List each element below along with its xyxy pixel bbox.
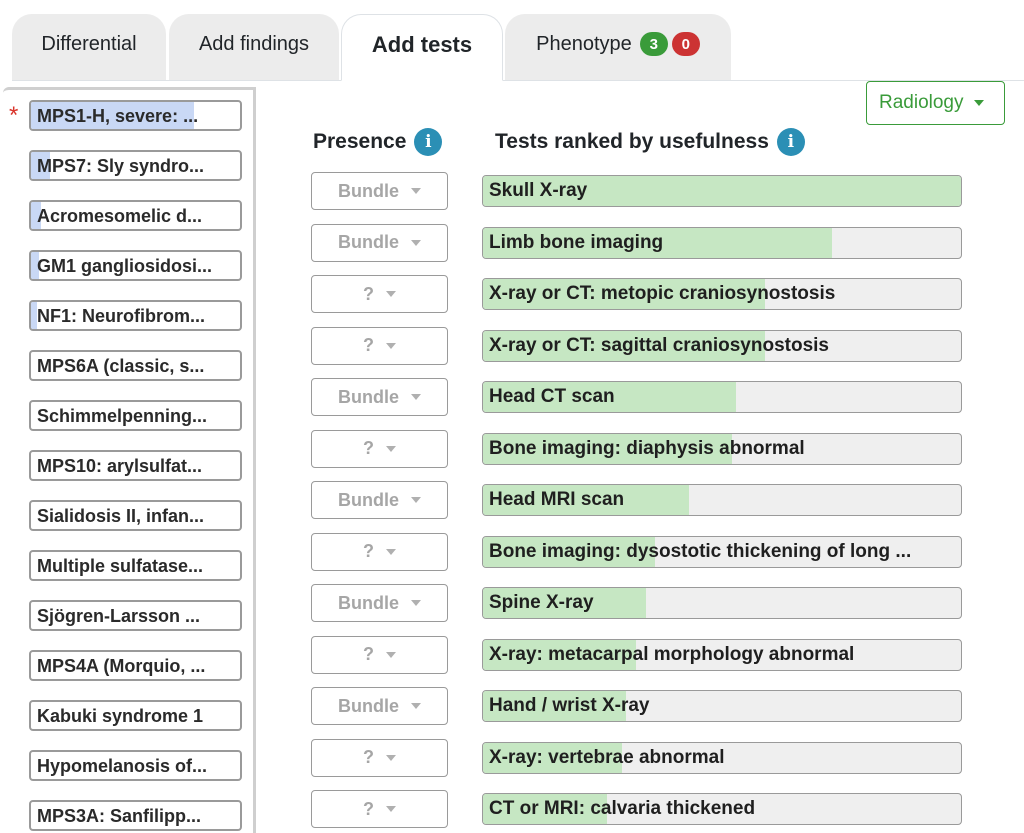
chevron-down-icon (411, 188, 421, 194)
differential-item[interactable] (29, 550, 242, 581)
presence-dropdown-label: ? (363, 541, 374, 561)
presence-dropdown-label: Bundle (338, 695, 399, 716)
differential-item-label: Sialidosis II, infan... (37, 506, 205, 526)
test-item-label: X-ray: metacarpal morphology abnormal (489, 643, 855, 665)
tab-differential[interactable] (12, 14, 166, 80)
presence-dropdown[interactable] (311, 584, 448, 622)
presence-dropdown-label: Bundle (338, 386, 399, 407)
test-item-label: Bone imaging: dysostotic thickening of long ... (489, 540, 912, 562)
test-item-label: Head CT scan (489, 386, 615, 407)
tab-label: Add findings (198, 32, 310, 55)
tab-add-findings[interactable] (169, 14, 339, 80)
presence-dropdown[interactable] (311, 430, 448, 468)
radiology-dropdown[interactable] (866, 81, 1005, 125)
test-item[interactable] (482, 175, 962, 207)
info-icon[interactable]: i (414, 128, 442, 156)
test-item-label: X-ray: vertebrae abnormal (489, 746, 725, 768)
test-item[interactable] (482, 278, 962, 310)
differential-item-label: MPS3A: Sanfilipp... (37, 806, 202, 826)
tab-label: Differential (41, 32, 137, 55)
chevron-down-icon (386, 755, 396, 761)
tests-header (495, 128, 805, 156)
tab-label: Phenotype (536, 32, 632, 55)
differential-item-label: Hypomelanosis of... (37, 756, 208, 776)
presence-dropdown[interactable] (311, 533, 448, 571)
presence-dropdown-label: Bundle (338, 180, 399, 201)
test-item[interactable] (482, 793, 962, 825)
phenotype-absent-count-badge: 0 (672, 32, 700, 56)
presence-dropdown-label: ? (363, 283, 374, 304)
presence-dropdown[interactable] (311, 481, 448, 519)
differential-item[interactable] (29, 200, 242, 231)
info-icon[interactable]: i (777, 128, 805, 156)
tab-label: Add tests (371, 31, 473, 57)
test-item[interactable] (482, 433, 962, 465)
test-item-label: Spine X-ray (489, 592, 594, 613)
test-item[interactable] (482, 484, 962, 516)
chevron-down-icon (411, 240, 421, 246)
differential-item[interactable] (29, 450, 242, 481)
tab-bar (0, 0, 1024, 81)
chevron-down-icon (974, 100, 984, 106)
differential-item-label: NF1: Neurofibrom... (37, 306, 206, 326)
presence-dropdown[interactable] (311, 327, 448, 365)
test-item-label: Limb bone imaging (489, 231, 664, 253)
chevron-down-icon (411, 600, 421, 606)
differential-item-label: Multiple sulfatase... (37, 556, 204, 576)
test-item-label: X-ray or CT: metopic craniosynostosis (489, 283, 836, 304)
presence-dropdown[interactable] (311, 172, 448, 210)
differential-item-label: Kabuki syndrome 1 (37, 706, 204, 726)
chevron-down-icon (386, 806, 396, 812)
test-item-label: X-ray or CT: sagittal craniosynostosis (489, 334, 829, 356)
differential-item[interactable] (29, 350, 242, 381)
differential-item[interactable] (29, 750, 242, 781)
selected-star-icon: * (9, 102, 19, 129)
test-item[interactable] (482, 639, 962, 671)
differential-item-label: Sjögren-Larsson ... (37, 606, 201, 626)
presence-dropdown[interactable] (311, 790, 448, 828)
presence-dropdown-label: ? (363, 438, 374, 458)
presence-dropdown-label: ? (363, 335, 374, 355)
differential-item-label: Acromesomelic d... (37, 206, 203, 226)
differential-item-label: MPS6A (classic, s... (37, 356, 205, 376)
differential-item-label: MPS10: arylsulfat... (37, 456, 203, 476)
chevron-down-icon (386, 343, 396, 349)
presence-dropdown[interactable] (311, 739, 448, 777)
test-item[interactable] (482, 330, 962, 362)
test-item-label: Hand / wrist X-ray (489, 695, 650, 716)
differential-item[interactable] (29, 500, 242, 531)
presence-dropdown-label: ? (363, 798, 374, 819)
chevron-down-icon (411, 497, 421, 503)
presence-header-label: Presence (313, 130, 407, 153)
differential-item[interactable] (29, 800, 242, 831)
differential-item-label: MPS7: Sly syndro... (37, 156, 205, 176)
presence-dropdown-label: Bundle (338, 232, 399, 252)
test-item[interactable] (482, 381, 962, 413)
presence-dropdown-label: Bundle (338, 489, 399, 510)
chevron-down-icon (386, 652, 396, 658)
chevron-down-icon (386, 446, 396, 452)
presence-dropdown[interactable] (311, 687, 448, 725)
differential-item[interactable] (29, 600, 242, 631)
differential-item[interactable] (29, 250, 242, 281)
chevron-down-icon (386, 549, 396, 555)
differential-item[interactable] (29, 650, 242, 681)
differential-item-label: MPS4A (Morquio, ... (37, 656, 206, 676)
presence-dropdown-label: ? (363, 644, 374, 664)
chevron-down-icon (386, 291, 396, 297)
test-item-label: Head MRI scan (489, 489, 625, 510)
differential-item[interactable] (29, 700, 242, 731)
tab-phenotype[interactable] (505, 14, 731, 80)
tab-add-tests[interactable] (341, 14, 503, 81)
presence-header (313, 128, 442, 156)
phenotype-present-count-badge: 3 (640, 32, 668, 56)
differential-item-label: Schimmelpenning... (37, 406, 208, 426)
tests-header-label: Tests ranked by usefulness (495, 130, 769, 153)
test-item[interactable] (482, 227, 962, 259)
radiology-dropdown-label: Radiology (879, 92, 964, 113)
presence-dropdown[interactable] (311, 275, 448, 313)
differential-item[interactable] (29, 300, 242, 331)
chevron-down-icon (411, 703, 421, 709)
presence-dropdown[interactable] (311, 378, 448, 416)
test-item[interactable] (482, 536, 962, 568)
differential-item[interactable] (29, 150, 242, 181)
presence-dropdown-label: ? (363, 747, 374, 767)
differential-item[interactable] (29, 100, 242, 131)
test-item-label: Skull X-ray (489, 180, 588, 201)
differential-item[interactable] (29, 400, 242, 431)
differential-item-label: GM1 gangliosidosi... (37, 256, 213, 276)
presence-dropdown[interactable] (311, 224, 448, 262)
test-item-label: Bone imaging: diaphysis abnormal (489, 437, 805, 459)
test-item[interactable] (482, 690, 962, 722)
test-item[interactable] (482, 587, 962, 619)
differential-item-label: MPS1-H, severe: ... (37, 106, 199, 126)
test-item[interactable] (482, 742, 962, 774)
chevron-down-icon (411, 394, 421, 400)
presence-dropdown-label: Bundle (338, 592, 399, 613)
presence-dropdown[interactable] (311, 636, 448, 674)
test-item-label: CT or MRI: calvaria thickened (489, 798, 756, 819)
